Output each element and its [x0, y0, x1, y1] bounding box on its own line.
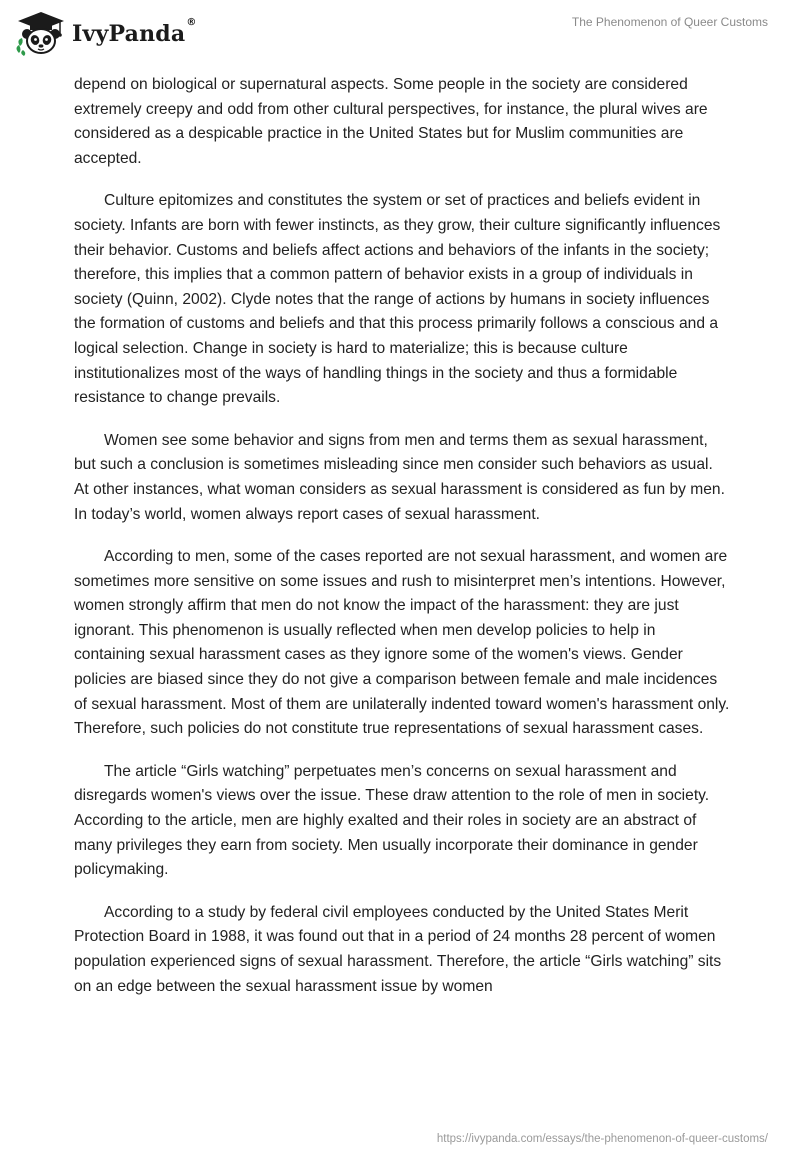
panda-graduation-cap-icon [14, 10, 68, 58]
essay-body [74, 73, 730, 1017]
paragraph-merit-study: According to a study by federal civil employees conducted by the United States Merit Protection Board in 1988, it was found out that in a period of 24 months 28 percent of women population experienced signs of sexual harassment. Therefore, the article “Girls watching” sits on an edge between the sexual harassment issue by women [74, 903, 722, 995]
page-header [0, 0, 800, 70]
ivypanda-logo[interactable] [14, 10, 197, 58]
paragraph-girls-watching: The article “Girls watching” perpetuates men’s concerns on sexual harassment and disregards women's views over the issue. These draw attention to the role of men in society. According to the article, men are highly exalted and their roles in society are an abstract of many privileges they earn from society. Men usually incorporate their dominance in gender policymaking. [74, 762, 710, 879]
paragraph-continued: depend on biological or supernatural aspects. Some people in the society are considered extremely creepy and odd from other cultural perspectives, for instance, the plural wives are considered as a despicable practice in the United States but for Muslim communities are accepted. [74, 76, 708, 167]
paragraph-men-view: According to men, some of the cases reported are not sexual harassment, and women are sometimes more sensitive on some issues and rush to misinterpret men’s intentions. However, women strongly affirm that men do not know the impact of the harassment: they are just ignorant. This phenomenon is usually reflected when men develop policies to help in containing sexual harassment cases as they ignore some of the women's views. Gender policies are biased since they do not give a comparison between female and male incidences of sexual harassment. Most of them are unilaterally indented toward women's harassment only. Therefore, such policies do not constitute true representations of sexual harassment cases. [74, 548, 730, 738]
brand-name: IvyPanda® [72, 17, 197, 47]
footer-url[interactable]: https://ivypanda.com/essays/the-phenomenon-of-queer-customs/ [436, 1133, 768, 1145]
paragraph-culture: Culture epitomizes and constitutes the system or set of practices and beliefs evident in society. Infants are born with fewer instincts, as they grow, their culture significantly influences their behavior. Customs and beliefs affect actions and behaviors of the infants in the society; therefore, this implies that a common pattern of behavior exists in a group of individuals in society (Quinn, 2002). Clyde notes that the range of actions by humans in society influences the formation of customs and beliefs and that this process primarily follows a conscious and a logical selection. Change in society is hard to materialize; this is because culture institutionalizes most of the ways of handling things in the society and thus a formidable resistance to change prevails. [74, 192, 721, 407]
registered-mark: ® [186, 17, 197, 28]
page-title: The Phenomenon of Queer Customs [571, 15, 768, 29]
paragraph-women-harassment: Women see some behavior and signs from men and terms them as sexual harassment, but such a conclusion is sometimes misleading since men consider such behaviors as usual. At other instances, what woman considers as sexual harassment is considered as fun by men. In today’s world, women always report cases of sexual harassment. [74, 431, 725, 523]
